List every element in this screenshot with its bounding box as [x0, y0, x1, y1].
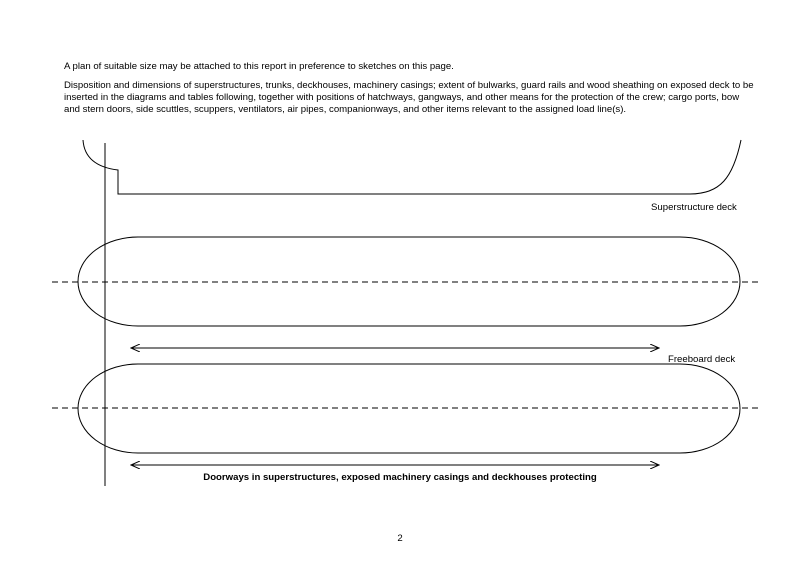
instructions-paragraph: Disposition and dimensions of superstructures, trunks, deckhouses, machinery casings; extent of bulwarks, guard rails and wood sheathing on exposed deck to be inserted in the diagrams and tables following, together with positions of hatchways, gangways, and other means for the protection of the crew; cargo ports, bow and stern doors, side scuttles, scuppers, ventilators, air pipes, companionways, and other items relevant to the assigned load line(s).: [64, 80, 754, 115]
page-number: 2: [397, 533, 403, 544]
ship-profile-outline: [83, 140, 741, 194]
intro-text: A plan of suitable size may be attached to this report in preference to sketches on this page.: [64, 61, 454, 72]
superstructure-deck-label: Superstructure deck: [651, 202, 737, 213]
freeboard-deck-label: Freeboard deck: [668, 354, 736, 365]
doorways-caption: Doorways in superstructures, exposed machinery casings and deckhouses protecting: [203, 472, 597, 483]
